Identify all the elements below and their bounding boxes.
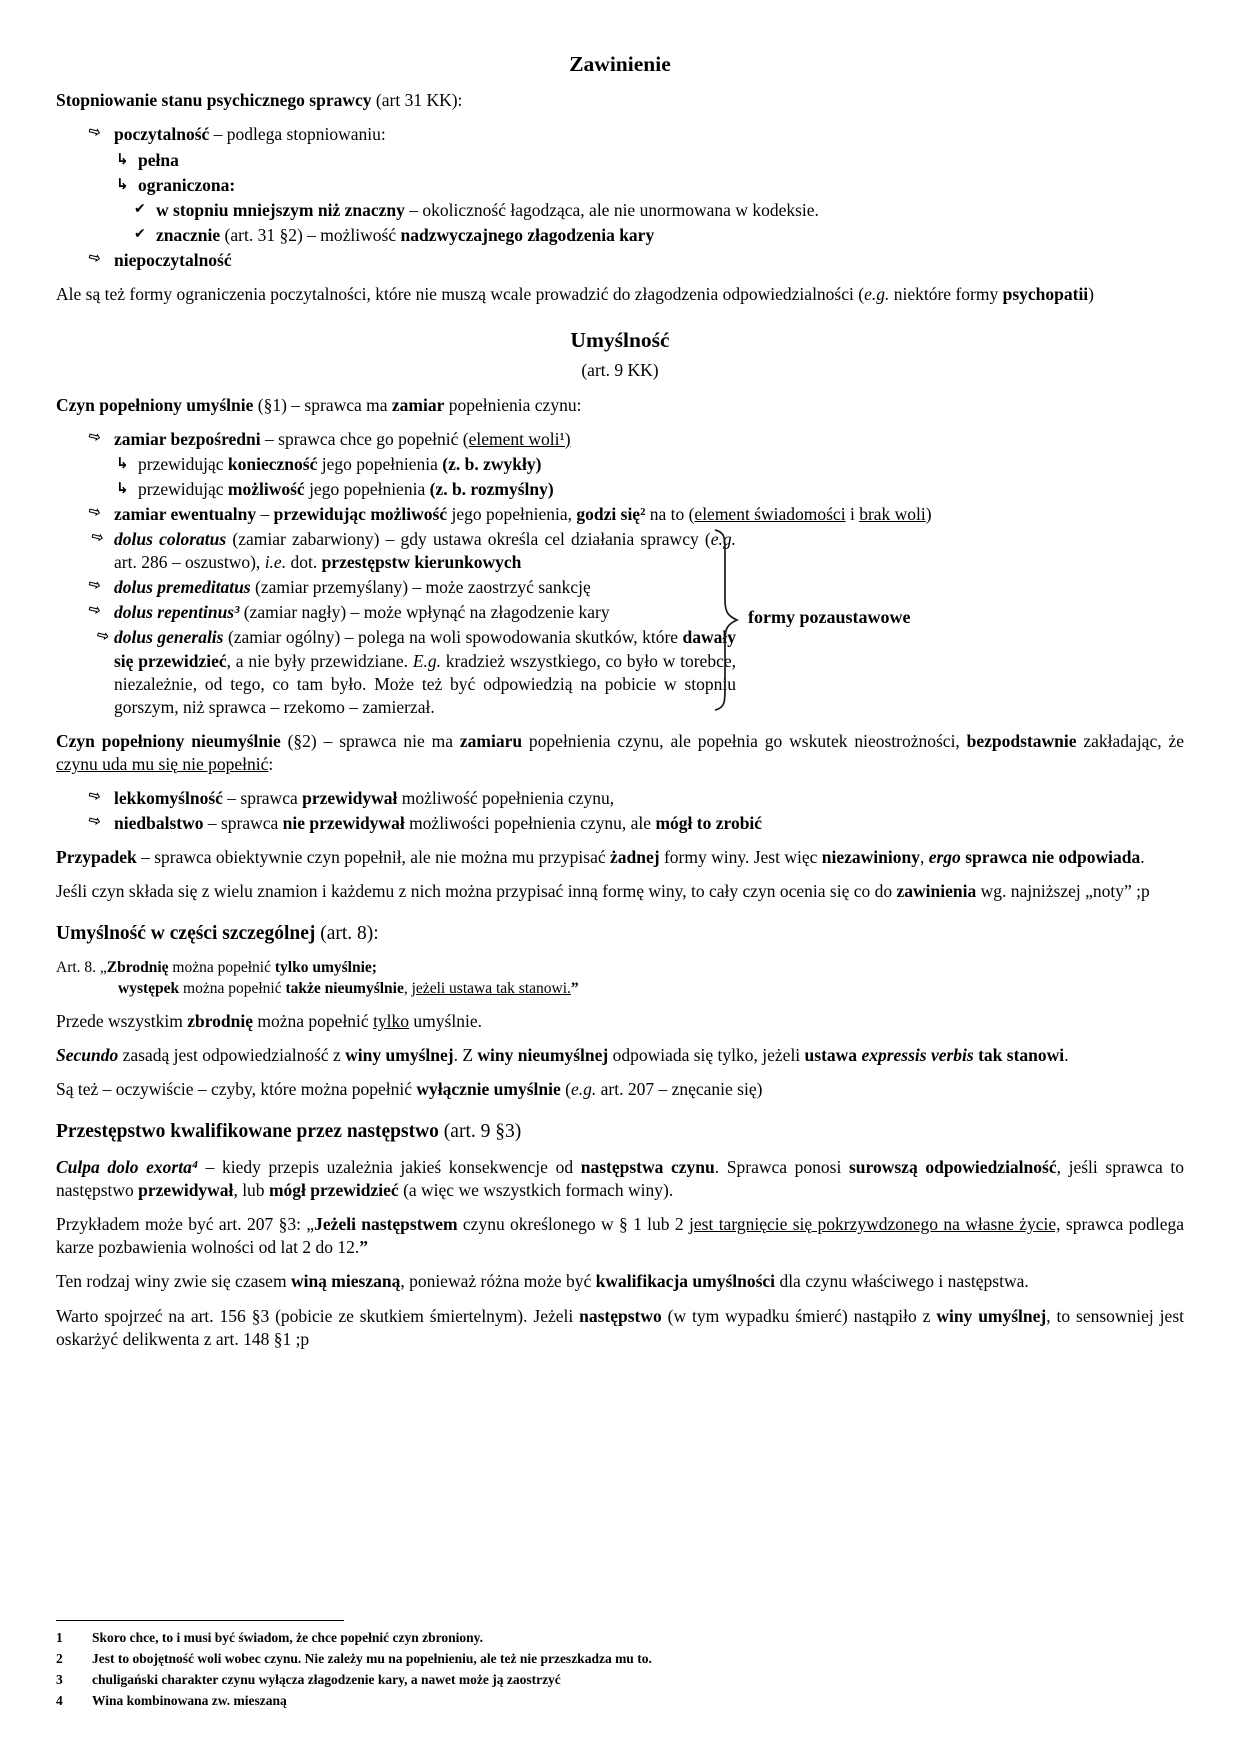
arrow-bullet-icon: ⇨ [86,599,104,621]
arrow-bullet-icon: ⇨ [86,425,104,447]
footnote-separator [56,1620,344,1621]
przede-paragraph: Przede wszystkim zbrodnię można popełnić tylko umyślnie. [56,1011,482,1032]
footnote-number: 1 [56,1630,63,1646]
list-item-text: zamiar ewentualny – przewidując możliwość jego popełnienia, godzi się² na to (element świadomości i brak woli) [114,503,932,524]
list-item-text: dolus repentinus³ (zamiar nagły) – może wpłynąć na złagodzenie kary [114,602,610,623]
list-item [88,503,1184,526]
intent-lead: Czyn popełniony umyślnie (§1) – sprawca ma zamiar popełnienia czynu: [56,394,582,415]
list-item [88,123,1184,146]
footnote-text: Skoro chce, to i musi być świadom, że chce popełnić czyn zbroniony. [92,1630,483,1646]
arrow-bullet-icon: ⇨ [86,810,104,831]
footnote-text: Jest to obojętność woli wobec czynu. Nie zależy mu na popełnieniu, ale też nie przeszkadza mu to. [92,1651,652,1667]
list-item-text: dolus coloratus (zamiar zabarwiony) – gdy ustawa określa cel działania sprawcy (e.g. art. 286 – oszustwo), i.e. dot. przestępstw kierunkowych [114,529,736,573]
sa-tez-paragraph: Są też – oczywiście – czyby, które można popełnić wyłącznie umyślnie (e.g. art. 207 – znęcanie się) [56,1079,763,1100]
list-item [88,528,736,574]
list-item-text: dolus premeditatus (zamiar przemyślany) – może zaostrzyć sankcję [114,577,591,598]
secundo-paragraph: Secundo zasadą jest odpowiedzialność z winy umyślnej. Z winy nieumyślnej odpowiada się tylko, jeżeli ustawa expressis verbis tak stanowi. [56,1045,1069,1066]
intent-list [56,425,1184,526]
dolus-block [56,528,1184,719]
arrow-bullet-icon: ⇨ [86,785,104,806]
footnote-text: Wina kombinowana zw. mieszaną [92,1693,287,1709]
ten-rodzaj-paragraph: Ten rodzaj winy zwie się czasem winą mieszaną, ponieważ różna może być kwalifikacja umyślności dla czynu właściwego i następstwa. [56,1271,1029,1292]
culpability-list [56,123,1184,272]
list-item [88,626,736,718]
footnote [56,1691,1184,1712]
arrow-bullet-icon: ⇨ [86,247,104,268]
list-item-text: lekkomyślność – sprawca przewidywał możliwość popełnienia czynu, [114,788,615,808]
culpa-paragraph: Culpa dolo exorta⁴ – kiedy przepis uzależnia jakieś konsekwencje od następstwa czynu. Sprawca ponosi surowszą odpowiedzialność, jeśli sprawca to następstwo przewidywał, lub mógł przewidzieć (a więc we wszystkich formach winy). [56,1157,1184,1201]
branch-arrow-icon: ↳ [116,453,129,472]
arrow-bullet-icon: ⇨ [94,625,112,647]
footnote-number: 2 [56,1651,63,1667]
footnote-text: chuligański charakter czynu wyłącza złagodzenie kary, a nawet może ją zaostrzyć [92,1672,561,1688]
curly-brace-icon [712,528,740,718]
branch-arrow-icon: ↳ [116,149,129,168]
arrow-bullet-icon: ⇨ [86,574,104,595]
footnote [56,1649,1184,1670]
footnote-number: 4 [56,1693,63,1709]
unintentional-list [56,787,1184,835]
culpability-note: Ale są też formy ograniczenia poczytalności, które nie muszą wcale prowadzić do złagodzenia odpowiedzialności (e.g. niektóre formy psychopatii) [56,284,1094,305]
list-item-text: pełna [138,149,179,170]
list-item-text: w stopniu mniejszym niż znaczny – okoliczność łagodząca, ale nie unormowana w kodeksie. [156,199,819,220]
list-item-text: przewidując możliwość jego popełnienia (z. b. rozmyślny) [138,478,554,499]
arrow-bullet-icon: ⇨ [86,121,104,143]
document-content [56,50,1184,1362]
doc-title: Zawinienie [569,52,671,76]
section-subtitle: (art. 9 KK) [581,359,659,380]
statute-quote [56,958,1184,999]
arrow-bullet-icon: ⇨ [86,501,104,522]
culpability-lead: Stopniowanie stanu psychicznego sprawcy (art 31 KK): [56,90,463,111]
list-item [116,174,1184,197]
list-item-text: dolus generalis (zamiar ogólny) – polega na woli spowodowania skutków, które dawały się przewidzieć, a nie były przewidziane. E.g. kradzież wszystkiego, co było w torebce, niezależnie, od tego, co tam było. Może też być odpowiedzią na pobicie w stopniu gorszym, niż sprawca – rzekomo – zamierzał. [114,627,736,717]
przyklad-paragraph: Przykładem może być art. 207 §3: „Jeżeli następstwem czynu określonego w § 1 lub 2 jest targnięcie się pokrzywdzonego na własne życie, sprawca podlega karze pozbawienia wolności od lat 2 do 12.” [56,1214,1184,1258]
list-item [86,425,1184,451]
footnote [56,1628,1184,1649]
section-title-intent: Umyślność [570,328,670,353]
list-item-text: poczytalność – podlega stopniowaniu: [114,124,386,145]
unintentional-lead: Czyn popełniony nieumyślnie (§2) – sprawca nie ma zamiaru popełnienia czynu, ale popełnia go wskutek nieostrożności, bezpodstawnie zakładając, że czynu uda mu się nie popełnić: [56,730,1184,774]
list-item [88,249,1184,272]
list-item-text: niepoczytalność [114,249,232,270]
list-item-text: znacznie (art. 31 §2) – możliwość nadzwyczajnego złagodzenia kary [156,224,655,245]
list-item [88,576,736,599]
footnote-number: 3 [56,1672,63,1688]
branch-arrow-icon: ↳ [116,174,129,193]
list-item-text: niedbalstwo – sprawca nie przewidywał możliwości popełnienia czynu, ale mógł to zrobić [114,813,763,834]
quote-line: występek można popełnić także nieumyślnie, jeżeli ustawa tak stanowi.” [118,979,579,997]
przypadek-paragraph: Przypadek – sprawca obiektywnie czyn popełnił, ale nie można mu przypisać żadnej formy winy. Jest więc niezawiniony, ergo sprawca nie odpowiada. [56,847,1145,868]
check-bullet-icon: ✔ [134,200,146,217]
list-item-text: zamiar bezpośredni – sprawca chce go popełnić (element woli¹) [114,428,571,449]
section-heading-special-part: Umyślność w części szczególnej (art. 8): [56,923,379,945]
jesli-paragraph: Jeśli czyn składa się z wielu znamion i każdemu z nich można przypisać inną formę winy, to cały czyn ocenia się co do zawinienia wg. najniższej „noty” ;p [56,881,1150,902]
list-item [116,478,1184,501]
list-item [116,453,1184,476]
footnote [56,1670,1184,1691]
list-item [88,601,736,624]
check-bullet-icon: ✔ [134,225,146,242]
list-item-text: przewidując konieczność jego popełnienia (z. b. zwykły) [138,453,542,474]
brace-label: formy pozaustawowe [748,607,911,628]
warto-paragraph: Warto spojrzeć na art. 156 §3 (pobicie ze skutkiem śmiertelnym). Jeżeli następstwo (w tym wypadku śmierć) nastąpiło z winy umyślnej, to sensowniej jest oskarżyć delikwenta z art. 148 §1 ;p [56,1305,1184,1349]
list-item [116,149,1184,172]
quote-line: Art. 8. „Zbrodnię można popełnić tylko umyślnie; [56,959,377,977]
arrow-bullet-icon: ⇨ [89,526,106,548]
list-item [134,199,1184,222]
list-item [134,224,1184,247]
list-item-text: ograniczona: [138,174,236,195]
footnotes [56,1620,1184,1712]
list-item [88,787,1184,810]
branch-arrow-icon: ↳ [116,478,129,497]
list-item [88,812,1184,835]
section-heading-qualified: Przestępstwo kwalifikowane przez następstwo (art. 9 §3) [56,1121,522,1143]
